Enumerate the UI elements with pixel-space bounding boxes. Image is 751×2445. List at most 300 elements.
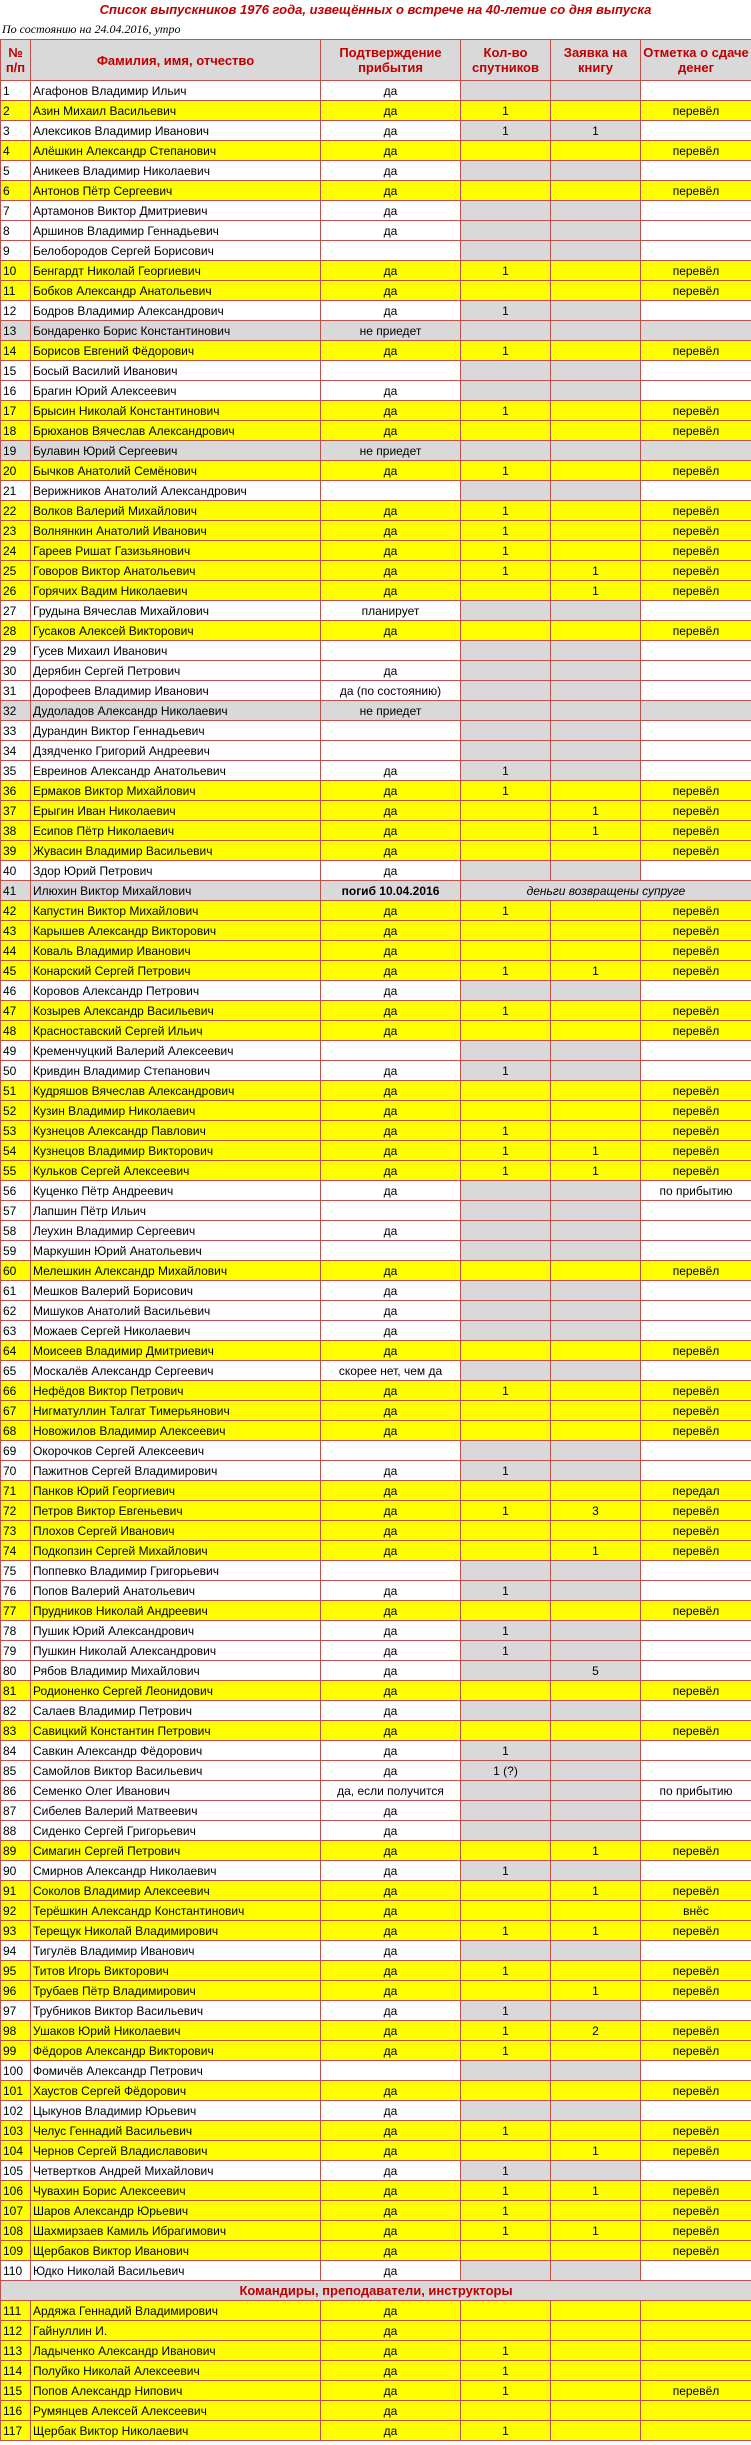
row-number: 115 xyxy=(1,2381,31,2401)
row-book xyxy=(551,201,641,221)
row-confirm: да xyxy=(321,1581,461,1601)
row-confirm: да xyxy=(321,2341,461,2361)
row-confirm: да xyxy=(321,1341,461,1361)
row-number: 117 xyxy=(1,2421,31,2441)
table-row xyxy=(1,341,751,361)
row-money xyxy=(641,1581,751,1601)
row-money: перевёл xyxy=(641,1721,751,1741)
row-book xyxy=(551,901,641,921)
row-confirm: да xyxy=(321,1801,461,1821)
row-confirm: да xyxy=(321,2361,461,2381)
table-row xyxy=(1,181,751,201)
row-confirm xyxy=(321,361,461,381)
row-name: Москалёв Александр Сергеевич xyxy=(31,1361,321,1381)
row-number: 64 xyxy=(1,1341,31,1361)
row-name: Савкин Александр Фёдорович xyxy=(31,1741,321,1761)
row-companions xyxy=(461,1321,551,1341)
row-number: 112 xyxy=(1,2321,31,2341)
row-number: 97 xyxy=(1,2001,31,2021)
row-companions xyxy=(461,1241,551,1261)
row-money: перевёл xyxy=(641,1161,751,1181)
row-name: Бенгардт Николай Георгиевич xyxy=(31,261,321,281)
row-number: 100 xyxy=(1,2061,31,2081)
row-book xyxy=(551,381,641,401)
row-name: Шаров Александр Юрьевич xyxy=(31,2201,321,2221)
row-money xyxy=(641,2361,751,2381)
row-money xyxy=(641,1941,751,1961)
row-companions xyxy=(461,201,551,221)
row-money xyxy=(641,381,751,401)
table-row xyxy=(1,81,751,101)
row-money xyxy=(641,1741,751,1761)
row-money: перевёл xyxy=(641,1401,751,1421)
row-name: Кудряшов Вячеслав Александрович xyxy=(31,1081,321,1101)
row-companions xyxy=(461,2301,551,2321)
row-confirm: да xyxy=(321,1601,461,1621)
row-book xyxy=(551,81,641,101)
row-name: Трубников Виктор Васильевич xyxy=(31,2001,321,2021)
row-companions: 1 xyxy=(461,1961,551,1981)
table-row xyxy=(1,901,751,921)
row-companions: 1 xyxy=(461,901,551,921)
row-book: 1 xyxy=(551,1881,641,1901)
row-confirm: да xyxy=(321,461,461,481)
row-book xyxy=(551,301,641,321)
row-name: Бондаренко Борис Константинович xyxy=(31,321,321,341)
row-money xyxy=(641,2061,751,2081)
row-book xyxy=(551,1201,641,1221)
row-number: 93 xyxy=(1,1921,31,1941)
row-name: Дорофеев Владимир Иванович xyxy=(31,681,321,701)
row-book: 1 xyxy=(551,2181,641,2201)
row-money xyxy=(641,2261,751,2281)
row-name: Пушик Юрий Александрович xyxy=(31,1621,321,1641)
row-name: Гусаков Алексей Викторович xyxy=(31,621,321,641)
row-number: 15 xyxy=(1,361,31,381)
row-confirm: да xyxy=(321,1301,461,1321)
row-number: 83 xyxy=(1,1721,31,1741)
table-row xyxy=(1,2021,751,2041)
row-name: Кривдин Владимир Степанович xyxy=(31,1061,321,1081)
row-name: Терёшкин Александр Константинович xyxy=(31,1901,321,1921)
row-name: Сиденко Сергей Григорьевич xyxy=(31,1821,321,1841)
table-row xyxy=(1,2321,751,2341)
row-book xyxy=(551,261,641,281)
row-book xyxy=(551,441,641,461)
row-confirm: да xyxy=(321,541,461,561)
row-name: Гареев Ришат Газизьянович xyxy=(31,541,321,561)
row-name: Подкопзин Сергей Михайлович xyxy=(31,1541,321,1561)
row-book xyxy=(551,721,641,741)
row-book xyxy=(551,1581,641,1601)
row-money xyxy=(641,2401,751,2421)
row-money: перевёл xyxy=(641,2121,751,2141)
row-book xyxy=(551,1761,641,1781)
row-name: Семенко Олег Иванович xyxy=(31,1781,321,1801)
row-money xyxy=(641,1761,751,1781)
row-book: 1 xyxy=(551,961,641,981)
row-confirm: да xyxy=(321,1281,461,1301)
row-money: перевёл xyxy=(641,941,751,961)
table-row xyxy=(1,841,751,861)
row-number: 6 xyxy=(1,181,31,201)
row-money: перевёл xyxy=(641,2221,751,2241)
row-money xyxy=(641,441,751,461)
row-name: Ушаков Юрий Николаевич xyxy=(31,2021,321,2041)
table-row xyxy=(1,441,751,461)
row-number: 32 xyxy=(1,701,31,721)
table-row xyxy=(1,661,751,681)
table-row xyxy=(1,1881,751,1901)
row-number: 85 xyxy=(1,1761,31,1781)
row-money xyxy=(641,2301,751,2321)
row-number: 40 xyxy=(1,861,31,881)
row-confirm: да xyxy=(321,1741,461,1761)
row-confirm: да xyxy=(321,1461,461,1481)
row-confirm: да xyxy=(321,981,461,1001)
row-companions xyxy=(461,2141,551,2161)
row-number: 72 xyxy=(1,1501,31,1521)
row-book xyxy=(551,1241,641,1261)
table-row xyxy=(1,1581,751,1601)
row-confirm: да xyxy=(321,181,461,201)
row-confirm: да xyxy=(321,1541,461,1561)
row-number: 92 xyxy=(1,1901,31,1921)
table-row xyxy=(1,1741,751,1761)
table-row xyxy=(1,121,751,141)
row-companions xyxy=(461,421,551,441)
row-name: Грудына Вячеслав Михайлович xyxy=(31,601,321,621)
row-book xyxy=(551,1101,641,1121)
table-row xyxy=(1,2201,751,2221)
row-name: Коваль Владимир Иванович xyxy=(31,941,321,961)
table-row xyxy=(1,1261,751,1281)
row-companions: 1 xyxy=(461,461,551,481)
row-companions xyxy=(461,1361,551,1381)
header-row xyxy=(1,40,751,81)
row-name: Сибелев Валерий Матвеевич xyxy=(31,1801,321,1821)
row-book: 1 xyxy=(551,121,641,141)
row-confirm: да xyxy=(321,1981,461,2001)
row-number: 10 xyxy=(1,261,31,281)
table-row xyxy=(1,141,751,161)
row-confirm: да xyxy=(321,621,461,641)
row-name: Прудников Николай Андреевич xyxy=(31,1601,321,1621)
row-name: Кузин Владимир Николаевич xyxy=(31,1101,321,1121)
row-money: перевёл xyxy=(641,1521,751,1541)
row-number: 8 xyxy=(1,221,31,241)
row-number: 84 xyxy=(1,1741,31,1761)
row-number: 27 xyxy=(1,601,31,621)
table-row xyxy=(1,1401,751,1421)
row-confirm: да xyxy=(321,381,461,401)
row-name: Фомичёв Александр Петрович xyxy=(31,2061,321,2081)
row-confirm: да xyxy=(321,1901,461,1921)
row-book xyxy=(551,1821,641,1841)
row-book xyxy=(551,1681,641,1701)
row-name: Трубаев Пётр Владимирович xyxy=(31,1981,321,2001)
table-row xyxy=(1,2261,751,2281)
row-book xyxy=(551,661,641,681)
row-confirm: да xyxy=(321,2161,461,2181)
col-header-number: № п/п xyxy=(1,40,31,81)
row-book xyxy=(551,1301,641,1321)
row-companions xyxy=(461,1301,551,1321)
row-confirm: да xyxy=(321,2381,461,2401)
row-number: 57 xyxy=(1,1201,31,1221)
row-name: Щербаков Виктор Иванович xyxy=(31,2241,321,2261)
row-name: Нигматуллин Талгат Тимерьянович xyxy=(31,1401,321,1421)
row-companions: 1 xyxy=(461,341,551,361)
row-book: 1 xyxy=(551,561,641,581)
table-row xyxy=(1,1681,751,1701)
row-book xyxy=(551,461,641,481)
row-book xyxy=(551,1381,641,1401)
row-book xyxy=(551,2401,641,2421)
row-book xyxy=(551,481,641,501)
row-name: Пажитнов Сергей Владимирович xyxy=(31,1461,321,1481)
row-name: Кременчуцкий Валерий Алексеевич xyxy=(31,1041,321,1061)
row-number: 116 xyxy=(1,2401,31,2421)
row-money: перевёл xyxy=(641,1501,751,1521)
row-number: 82 xyxy=(1,1701,31,1721)
row-confirm: не приедет xyxy=(321,701,461,721)
row-book xyxy=(551,2321,641,2341)
row-name: Чувахин Борис Алексеевич xyxy=(31,2181,321,2201)
row-money xyxy=(641,1361,751,1381)
row-companions: 1 xyxy=(461,1001,551,1021)
row-name: Аршинов Владимир Геннадьевич xyxy=(31,221,321,241)
row-book xyxy=(551,681,641,701)
row-book xyxy=(551,621,641,641)
table-row xyxy=(1,581,751,601)
table-row xyxy=(1,1461,751,1481)
row-companions xyxy=(461,2401,551,2421)
row-companions xyxy=(461,1901,551,1921)
row-number: 87 xyxy=(1,1801,31,1821)
row-confirm: да xyxy=(321,1401,461,1421)
row-book xyxy=(551,1221,641,1241)
row-money: перевёл xyxy=(641,1541,751,1561)
row-name: Козырев Александр Васильевич xyxy=(31,1001,321,1021)
row-money: перевёл xyxy=(641,1141,751,1161)
row-number: 44 xyxy=(1,941,31,961)
row-companions xyxy=(461,81,551,101)
row-money: перевёл xyxy=(641,1341,751,1361)
row-number: 23 xyxy=(1,521,31,541)
row-book xyxy=(551,1461,641,1481)
table-row xyxy=(1,1201,751,1221)
row-number: 90 xyxy=(1,1861,31,1881)
table-row xyxy=(1,1441,751,1461)
row-name: Фёдоров Александр Викторович xyxy=(31,2041,321,2061)
row-book xyxy=(551,1901,641,1921)
table-row xyxy=(1,361,751,381)
table-row xyxy=(1,1801,751,1821)
row-companions: 1 xyxy=(461,1621,551,1641)
row-book xyxy=(551,1741,641,1761)
table-row xyxy=(1,961,751,981)
row-name: Карышев Александр Викторович xyxy=(31,921,321,941)
row-money xyxy=(641,981,751,1001)
row-book xyxy=(551,341,641,361)
row-money: перевёл xyxy=(641,921,751,941)
row-companions: 1 xyxy=(461,2161,551,2181)
row-name: Белобородов Сергей Борисович xyxy=(31,241,321,261)
row-name: Горячих Вадим Николаевич xyxy=(31,581,321,601)
row-companions xyxy=(461,581,551,601)
row-name: Тигулёв Владимир Иванович xyxy=(31,1941,321,1961)
row-name: Лапшин Пётр Ильич xyxy=(31,1201,321,1221)
table-row xyxy=(1,1241,751,1261)
row-name: Волнянкин Анатолий Иванович xyxy=(31,521,321,541)
row-money: перевёл xyxy=(641,541,751,561)
row-number: 26 xyxy=(1,581,31,601)
row-number: 109 xyxy=(1,2241,31,2261)
row-companions xyxy=(461,841,551,861)
row-book: 1 xyxy=(551,821,641,841)
row-confirm: да xyxy=(321,1941,461,1961)
row-money xyxy=(641,221,751,241)
table-row xyxy=(1,781,751,801)
row-confirm: да xyxy=(321,841,461,861)
row-confirm: да xyxy=(321,1961,461,1981)
table-row xyxy=(1,1301,751,1321)
row-companions: 1 xyxy=(461,2361,551,2381)
row-companions xyxy=(461,1101,551,1121)
row-confirm: да xyxy=(321,2241,461,2261)
row-name: Бобков Александр Анатольевич xyxy=(31,281,321,301)
row-confirm: да xyxy=(321,961,461,981)
row-money: перевёл xyxy=(641,841,751,861)
row-name: Самойлов Виктор Васильевич xyxy=(31,1761,321,1781)
row-number: 68 xyxy=(1,1421,31,1441)
row-confirm: планирует xyxy=(321,601,461,621)
row-book xyxy=(551,281,641,301)
table-row xyxy=(1,1141,751,1161)
row-name: Плохов Сергей Иванович xyxy=(31,1521,321,1541)
table-row xyxy=(1,1521,751,1541)
row-number: 88 xyxy=(1,1821,31,1841)
row-confirm: да xyxy=(321,1841,461,1861)
table-row xyxy=(1,2221,751,2241)
row-book xyxy=(551,1641,641,1661)
row-money: перевёл xyxy=(641,581,751,601)
table-row xyxy=(1,1561,751,1581)
table-row xyxy=(1,2341,751,2361)
row-book xyxy=(551,1321,641,1341)
row-name: Артамонов Виктор Дмитриевич xyxy=(31,201,321,221)
row-confirm xyxy=(321,1241,461,1261)
row-book xyxy=(551,101,641,121)
row-confirm: не приедет xyxy=(321,321,461,341)
row-companions: 1 xyxy=(461,1141,551,1161)
row-companions: 1 xyxy=(461,301,551,321)
row-confirm: да xyxy=(321,1501,461,1521)
row-confirm: да xyxy=(321,761,461,781)
row-confirm: да xyxy=(321,2221,461,2241)
row-money xyxy=(641,1241,751,1261)
row-money: перевёл xyxy=(641,2041,751,2061)
row-number: 102 xyxy=(1,2101,31,2121)
row-book xyxy=(551,2201,641,2221)
row-confirm: да xyxy=(321,2141,461,2161)
row-number: 101 xyxy=(1,2081,31,2101)
table-row xyxy=(1,281,751,301)
row-money: перевёл xyxy=(641,2181,751,2201)
row-book xyxy=(551,1781,641,1801)
row-name: Дурандин Виктор Геннадьевич xyxy=(31,721,321,741)
row-money xyxy=(641,2341,751,2361)
table-row xyxy=(1,1661,751,1681)
table-row xyxy=(1,1601,751,1621)
row-name: Кузнецов Александр Павлович xyxy=(31,1121,321,1141)
table-row xyxy=(1,461,751,481)
row-companions xyxy=(461,661,551,681)
row-name: Чернов Сергей Владиславович xyxy=(31,2141,321,2161)
row-confirm: да xyxy=(321,921,461,941)
table-row xyxy=(1,2241,751,2261)
row-number: 13 xyxy=(1,321,31,341)
row-confirm xyxy=(321,2061,461,2081)
table-row xyxy=(1,621,751,641)
row-book xyxy=(551,361,641,381)
row-confirm: да xyxy=(321,941,461,961)
table-row xyxy=(1,981,751,1001)
row-companions xyxy=(461,621,551,641)
row-money: перевёл xyxy=(641,281,751,301)
row-number: 19 xyxy=(1,441,31,461)
row-companions xyxy=(461,1561,551,1581)
table-row xyxy=(1,1421,751,1441)
row-companions xyxy=(461,1681,551,1701)
row-money xyxy=(641,741,751,761)
row-number: 108 xyxy=(1,2221,31,2241)
row-confirm: да xyxy=(321,2201,461,2221)
row-book: 2 xyxy=(551,2021,641,2041)
row-book: 3 xyxy=(551,1501,641,1521)
row-money xyxy=(641,2421,751,2441)
row-money: перевёл xyxy=(641,2081,751,2101)
table-row xyxy=(1,2061,751,2081)
row-book xyxy=(551,401,641,421)
row-book xyxy=(551,241,641,261)
table-row xyxy=(1,1321,751,1341)
row-companions xyxy=(461,1821,551,1841)
page-title: Список выпускников 1976 года, извещённых о встрече на 40-летие со дня выпуска xyxy=(99,2,652,17)
row-companions xyxy=(461,801,551,821)
table-row xyxy=(1,761,751,781)
row-book xyxy=(551,1561,641,1581)
table-row xyxy=(1,2141,751,2161)
row-companions xyxy=(461,1341,551,1361)
table-row xyxy=(1,501,751,521)
row-number: 73 xyxy=(1,1521,31,1541)
row-money xyxy=(641,1441,751,1461)
row-number: 55 xyxy=(1,1161,31,1181)
row-money: перевёл xyxy=(641,261,751,281)
row-book xyxy=(551,2041,641,2061)
row-book xyxy=(551,1801,641,1821)
row-number: 9 xyxy=(1,241,31,261)
row-name: Кульков Сергей Алексеевич xyxy=(31,1161,321,1181)
row-companions: 1 xyxy=(461,2341,551,2361)
row-confirm: да xyxy=(321,1321,461,1341)
row-confirm: да xyxy=(321,1061,461,1081)
row-confirm: да xyxy=(321,1821,461,1841)
row-number: 106 xyxy=(1,2181,31,2201)
row-confirm: да, если получится xyxy=(321,1781,461,1801)
